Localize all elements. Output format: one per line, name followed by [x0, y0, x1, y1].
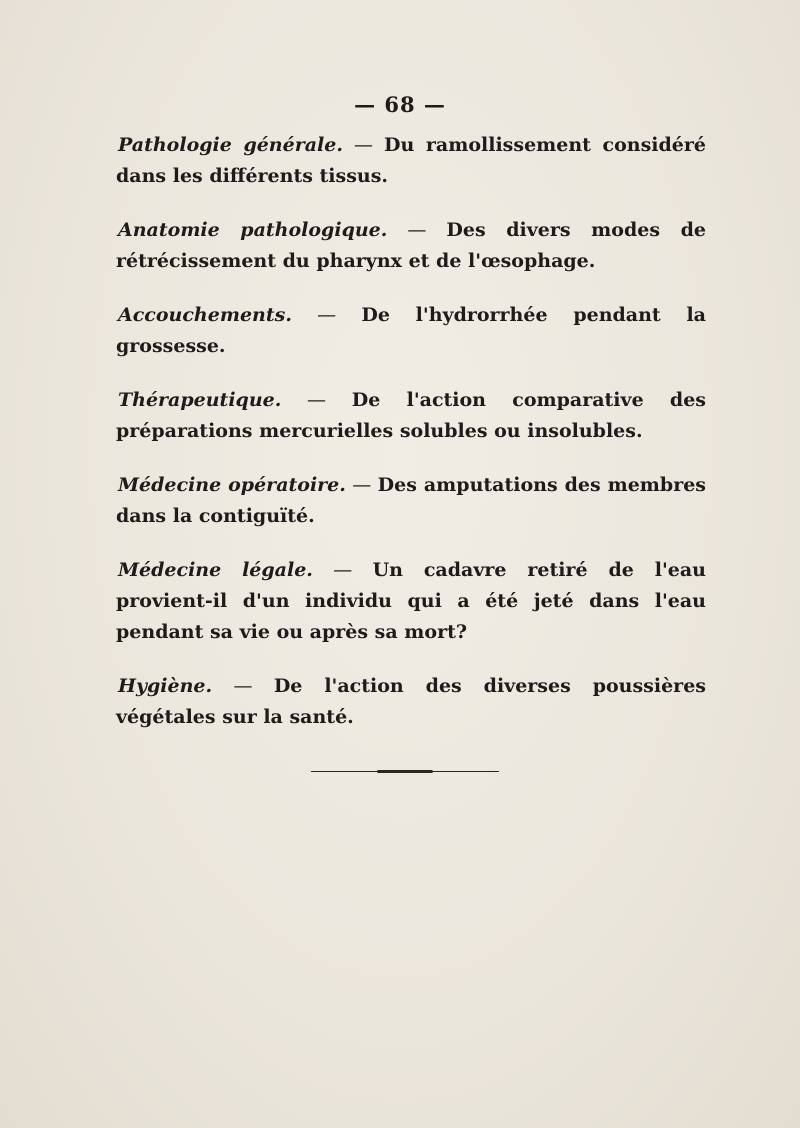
entry-subject: Hygiène.: [118, 675, 213, 697]
entry-hygiene: [116, 671, 706, 733]
entry-medecine-legale: [116, 555, 706, 648]
page-number: — 68 —: [354, 92, 446, 117]
entry-separator: —: [312, 559, 373, 581]
entry-subject: Médecine opératoire.: [118, 474, 346, 496]
entry-separator: —: [291, 304, 362, 326]
rule-ornament: [377, 770, 433, 773]
entry-text: De l'hydrorrhée pendant la grossesse.: [116, 304, 706, 357]
entry-therapeutique: [116, 385, 706, 447]
entry-text: De l'action des diverses poussières végétales sur la santé.: [116, 675, 706, 728]
entry-pathologie: [116, 130, 706, 192]
entry-accouchements: [116, 300, 706, 362]
entry-separator: —: [387, 219, 447, 241]
entry-text: Des divers modes de rétrécissement du pharynx et de l'œsophage.: [116, 219, 706, 272]
entry-separator: —: [212, 675, 274, 697]
thesis-question-list: [116, 130, 706, 756]
entry-subject: Pathologie générale.: [118, 134, 343, 156]
entry-text: Un cadavre retiré de l'eau provient-il d'un individu qui a été jeté dans l'eau pendant sa vie ou après sa mort?: [116, 559, 706, 643]
entry-text: De l'action comparative des préparations mercurielles solubles ou insolubles.: [116, 389, 706, 442]
entry-subject: Accouchements.: [118, 304, 292, 326]
entry-separator: —: [345, 474, 378, 496]
entry-text: Des amputations des membres dans la contiguïté.: [116, 474, 706, 527]
entry-medecine-operatoire: [116, 470, 706, 532]
entry-subject: Anatomie pathologique.: [118, 219, 388, 241]
entry-anatomie: [116, 215, 706, 277]
entry-separator: —: [281, 389, 352, 411]
decorative-rule: [311, 770, 499, 773]
entry-subject: Médecine légale.: [118, 559, 313, 581]
entry-text: Du ramollissement considéré dans les différents tissus.: [116, 134, 706, 187]
entry-separator: —: [342, 134, 385, 156]
entry-subject: Thérapeutique.: [118, 389, 282, 411]
